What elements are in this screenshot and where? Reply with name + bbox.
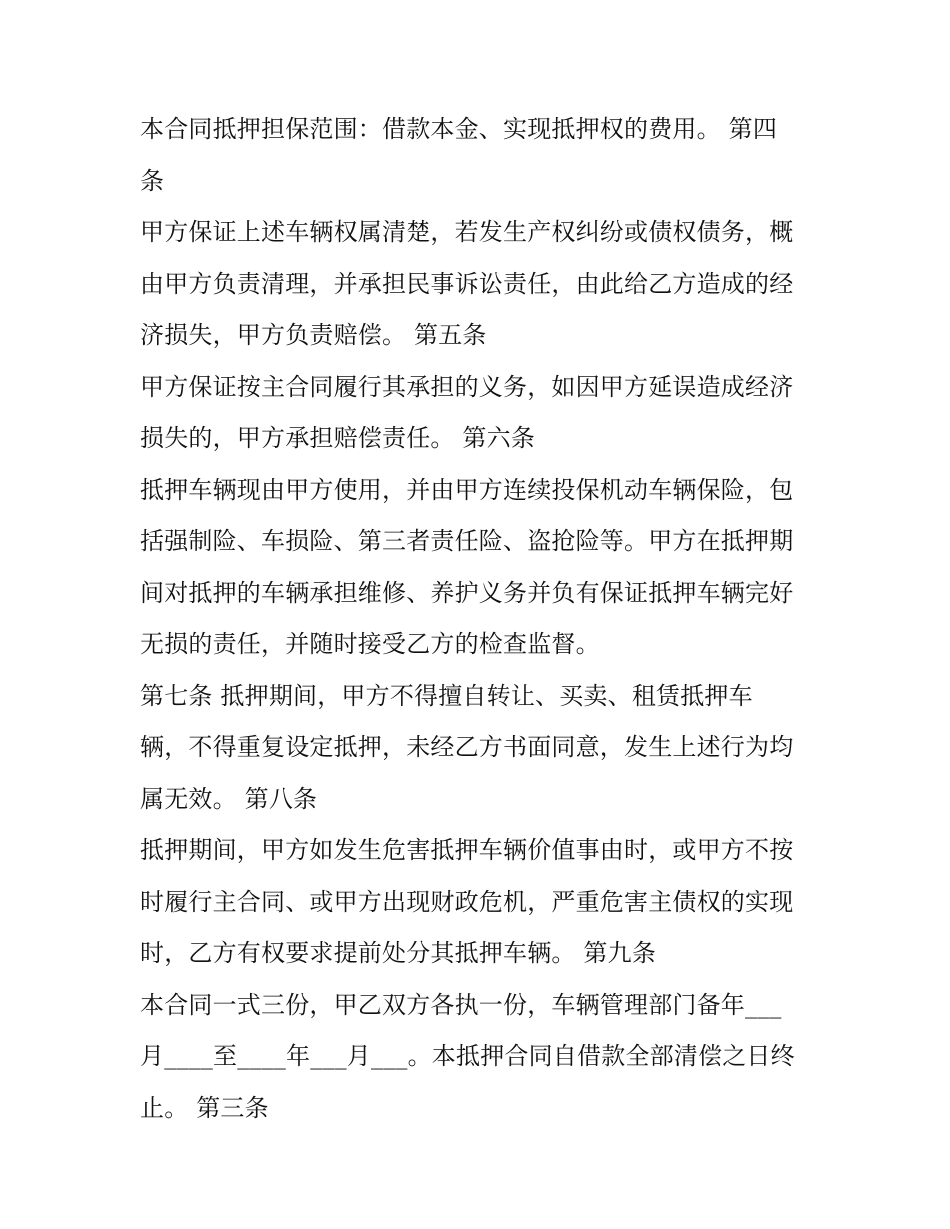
text-line: 本合同抵押担保范围：借款本金、实现抵押权的费用。 第四 [140,115,778,143]
text-line: 时，乙方有权要求提前处分其抵押车辆。 第九条 [140,939,657,967]
document-body [140,104,830,1134]
text-line: 条 [140,166,165,195]
text-line: 无损的责任，并随时接受乙方的检查监督。 [140,630,600,658]
text-line: 月____至____年___月___。本抵押合同自借款全部清偿之日终 [140,1042,795,1070]
text-line: 括强制险、车损险、第三者责任险、盗抢险等。甲方在抵押期 [140,527,794,555]
text-line: 本合同一式三份，甲乙双方各执一份，车辆管理部门备年___ [140,990,782,1019]
text-line: 时履行主合同、或甲方出现财政危机，严重危害主债权的实现 [140,887,794,916]
text-line: 由甲方负责清理，并承担民事诉讼责任，由此给乙方造成的经 [140,269,794,298]
text-line: 第七条 抵押期间，甲方不得擅自转让、买卖、租赁抵押车 [140,681,753,710]
text-line: 抵押车辆现由甲方使用，并由甲方连续投保机动车辆保险，包 [140,475,794,504]
text-line: 抵押期间，甲方如发生危害抵押车辆价值事由时，或甲方不按 [140,836,794,864]
text-line: 间对抵押的车辆承担维修、养护义务并负有保证抵押车辆完好 [140,578,794,607]
text-line: 济损失，甲方负责赔偿。 第五条 [140,321,487,349]
text-line: 损失的，甲方承担赔偿责任。 第六条 [140,424,536,452]
text-line: 甲方保证按主合同履行其承担的义务，如因甲方延误造成经济 [140,372,794,401]
text-line: 止。 第三条 [140,1093,269,1122]
text-line: 甲方保证上述车辆权属清楚，若发生产权纠纷或债权债务，概 [140,218,794,246]
text-line: 属无效。 第八条 [140,784,318,813]
text-line: 辆，不得重复设定抵押，未经乙方书面同意，发生上述行为均 [140,733,794,761]
